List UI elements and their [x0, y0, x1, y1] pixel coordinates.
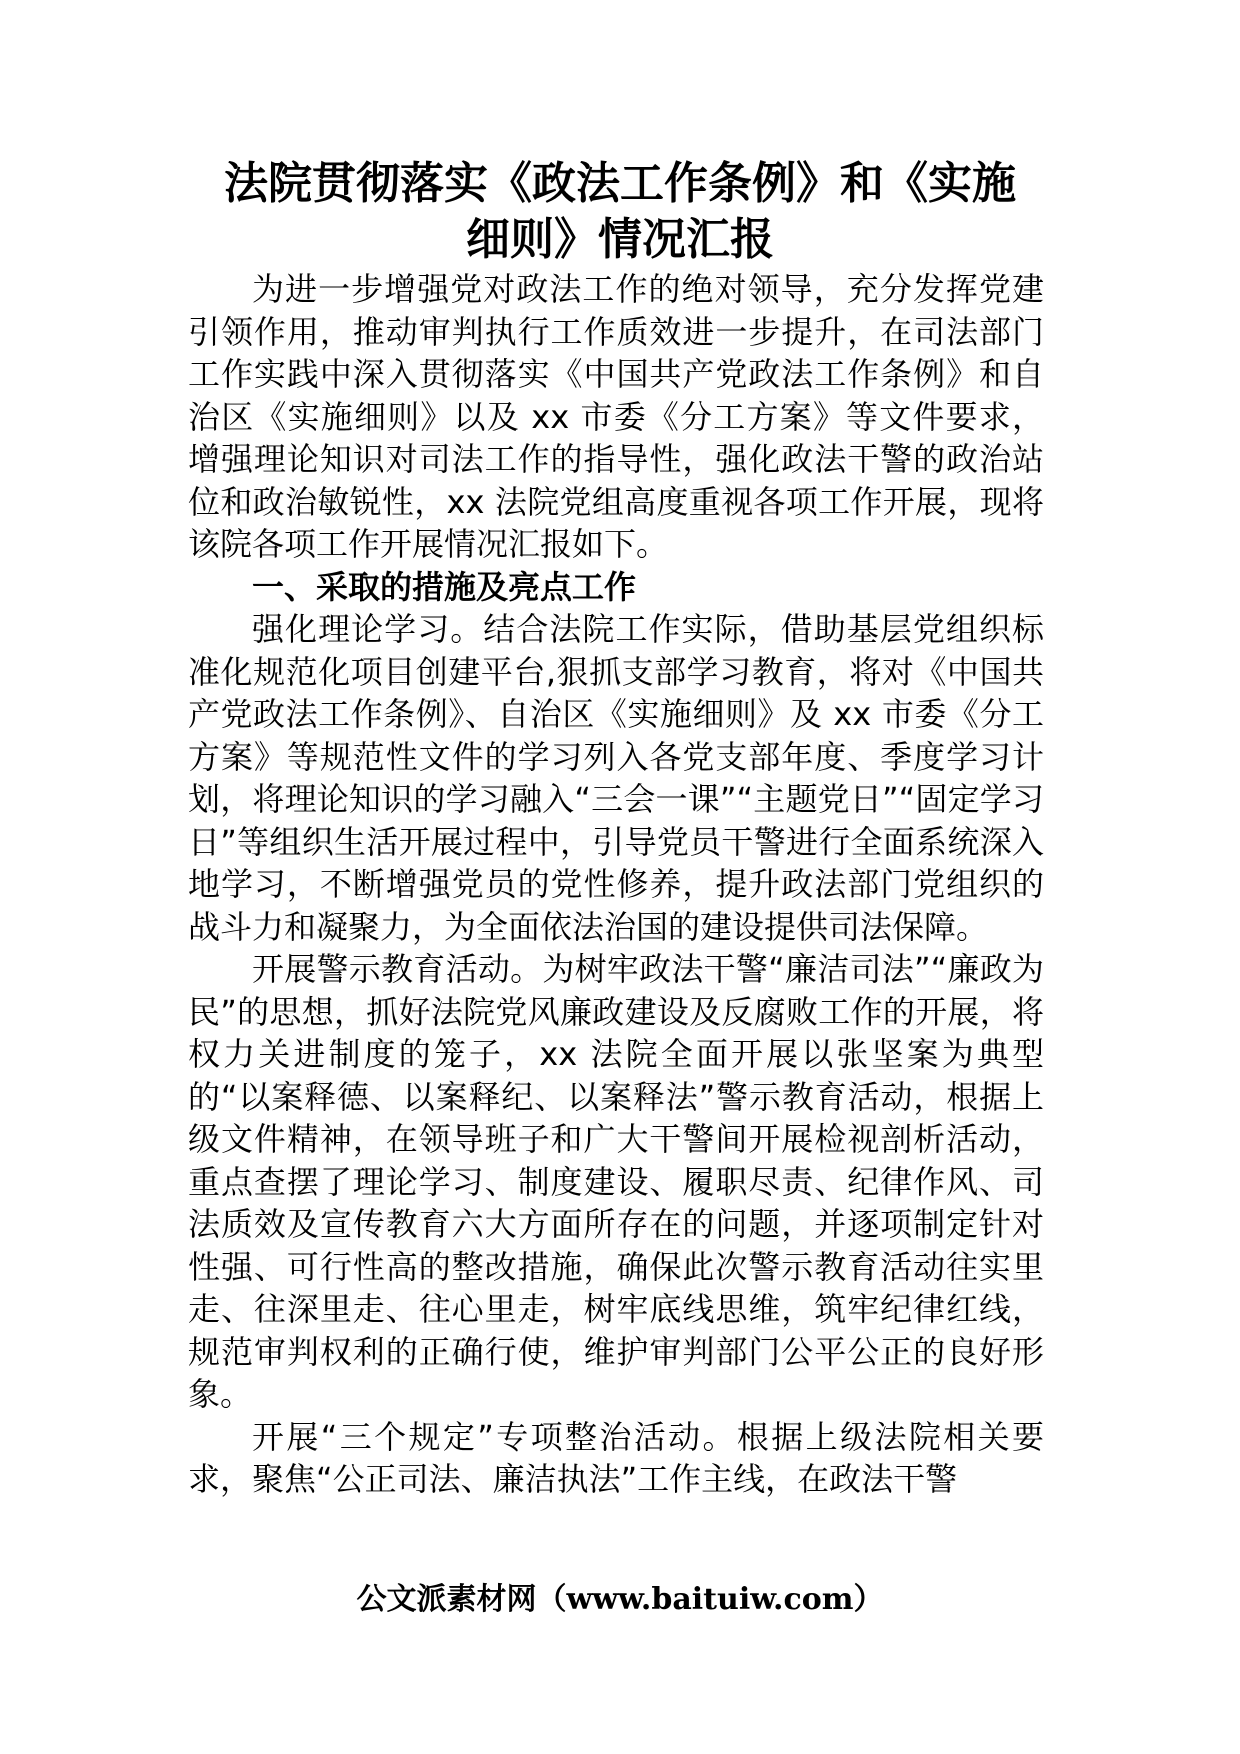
body-paragraph: 开展“三个规定”专项整治活动。根据上级法院相关要求，聚焦“公正司法、廉洁执法”工作主线，在政法干警 [188, 1417, 1044, 1498]
document-body [188, 268, 1044, 1501]
title-line-1: 法院贯彻落实《政法工作条例》和《实施 [224, 158, 1016, 209]
footer-watermark: 公文派素材网（www.baituiw.com） [356, 1582, 884, 1617]
intro-paragraph: 为进一步增强党对政法工作的绝对领导，充分发挥党建引领作用，推动审判执行工作质效进一步提升，在司法部门工作实践中深入贯彻落实《中国共产党政法工作条例》和自治区《实施细则》以及 xx 市委《分工方案》等文件要求，增强理论知识对司法工作的指导性，强化政法干警的政治站位和政治敏锐性，xx 法院党组高度重视各项工作开展，现将该院各项工作开展情况汇报如下。 [188, 270, 1044, 563]
body-paragraph: 强化理论学习。结合法院工作实际，借助基层党组织标准化规范化项目创建平台,狠抓支部学习教育，将对《中国共产党政法工作条例》、自治区《实施细则》及 xx 市委《分工方案》等规范性文件的学习列入各党支部年度、季度学习计划，将理论知识的学习融入“三会一课”“主题党日”“固定学习日”等组织生活开展过程中，引导党员干警进行全面系统深入地学习，不断增强党员的党性修养，提升政法部门党组织的战斗力和凝聚力，为全面依法治国的建设提供司法保障。 [188, 610, 1044, 946]
body-paragraph: 开展警示教育活动。为树牢政法干警“廉洁司法”“廉政为民”的思想，抓好法院党风廉政建设及反腐败工作的开展，将权力关进制度的笼子，xx 法院全面开展以张坚案为典型的“以案释德、以案释纪、以案释法”警示教育活动，根据上级文件精神，在领导班子和广大干警间开展检视剖析活动，重点查摆了理论学习、制度建设、履职尽责、纪律作风、司法质效及宣传教育六大方面所存在的问题，并逐项制定针对性强、可行性高的整改措施，确保此次警示教育活动往实里走、往深里走、往心里走，树牢底线思维，筑牢纪律红线，规范审判权利的正确行使，维护审判部门公平公正的良好形象。 [188, 950, 1044, 1413]
title-line-2: 细则》情况汇报 [466, 214, 774, 265]
document-title [150, 156, 1090, 268]
section-heading: 一、采取的措施及亮点工作 [252, 567, 637, 606]
